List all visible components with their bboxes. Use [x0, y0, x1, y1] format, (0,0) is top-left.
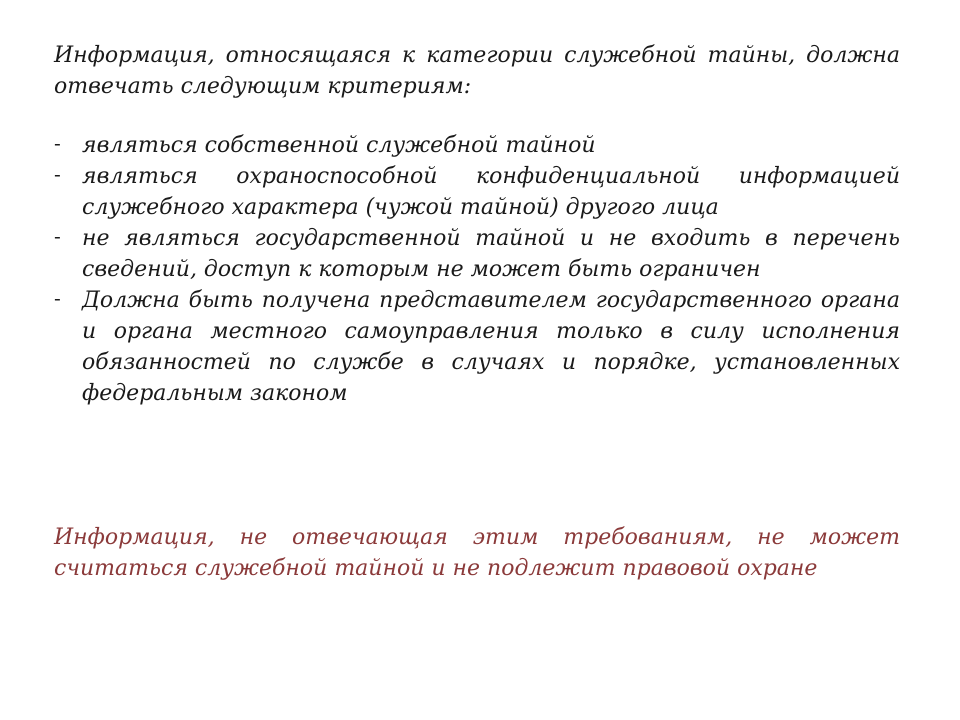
criteria-item-text: Должна быть получена представителем государственного органа и органа местного самоуправления только в силу исполнения обязанностей по службе в случаях и порядке, установленных федеральным законом	[82, 288, 900, 406]
conclusion-paragraph: Информация, не отвечающая этим требованиям, не может считаться служебной тайной и не подлежит правовой охране	[54, 525, 900, 581]
bullet-dash: -	[54, 131, 61, 155]
intro-paragraph: Информация, относящаяся к категории служебной тайны, должна отвечать следующим критериям:	[54, 43, 900, 99]
criteria-item-text: не являться государственной тайной и не входить в перечень сведений, доступ к которым не может быть ограничен	[82, 226, 900, 282]
criteria-list	[54, 130, 900, 409]
criteria-item-text: являться собственной служебной тайной	[82, 133, 596, 158]
bullet-dash: -	[54, 286, 61, 310]
slide-content	[54, 40, 900, 409]
bullet-dash: -	[54, 162, 61, 186]
criteria-item	[54, 130, 900, 161]
criteria-item-text: являться охраноспособной конфиденциальной информацией служебного характера (чужой тайной) другого лица	[82, 164, 900, 220]
bullet-dash: -	[54, 224, 61, 248]
criteria-item	[54, 285, 900, 409]
criteria-item	[54, 223, 900, 285]
criteria-item	[54, 161, 900, 223]
